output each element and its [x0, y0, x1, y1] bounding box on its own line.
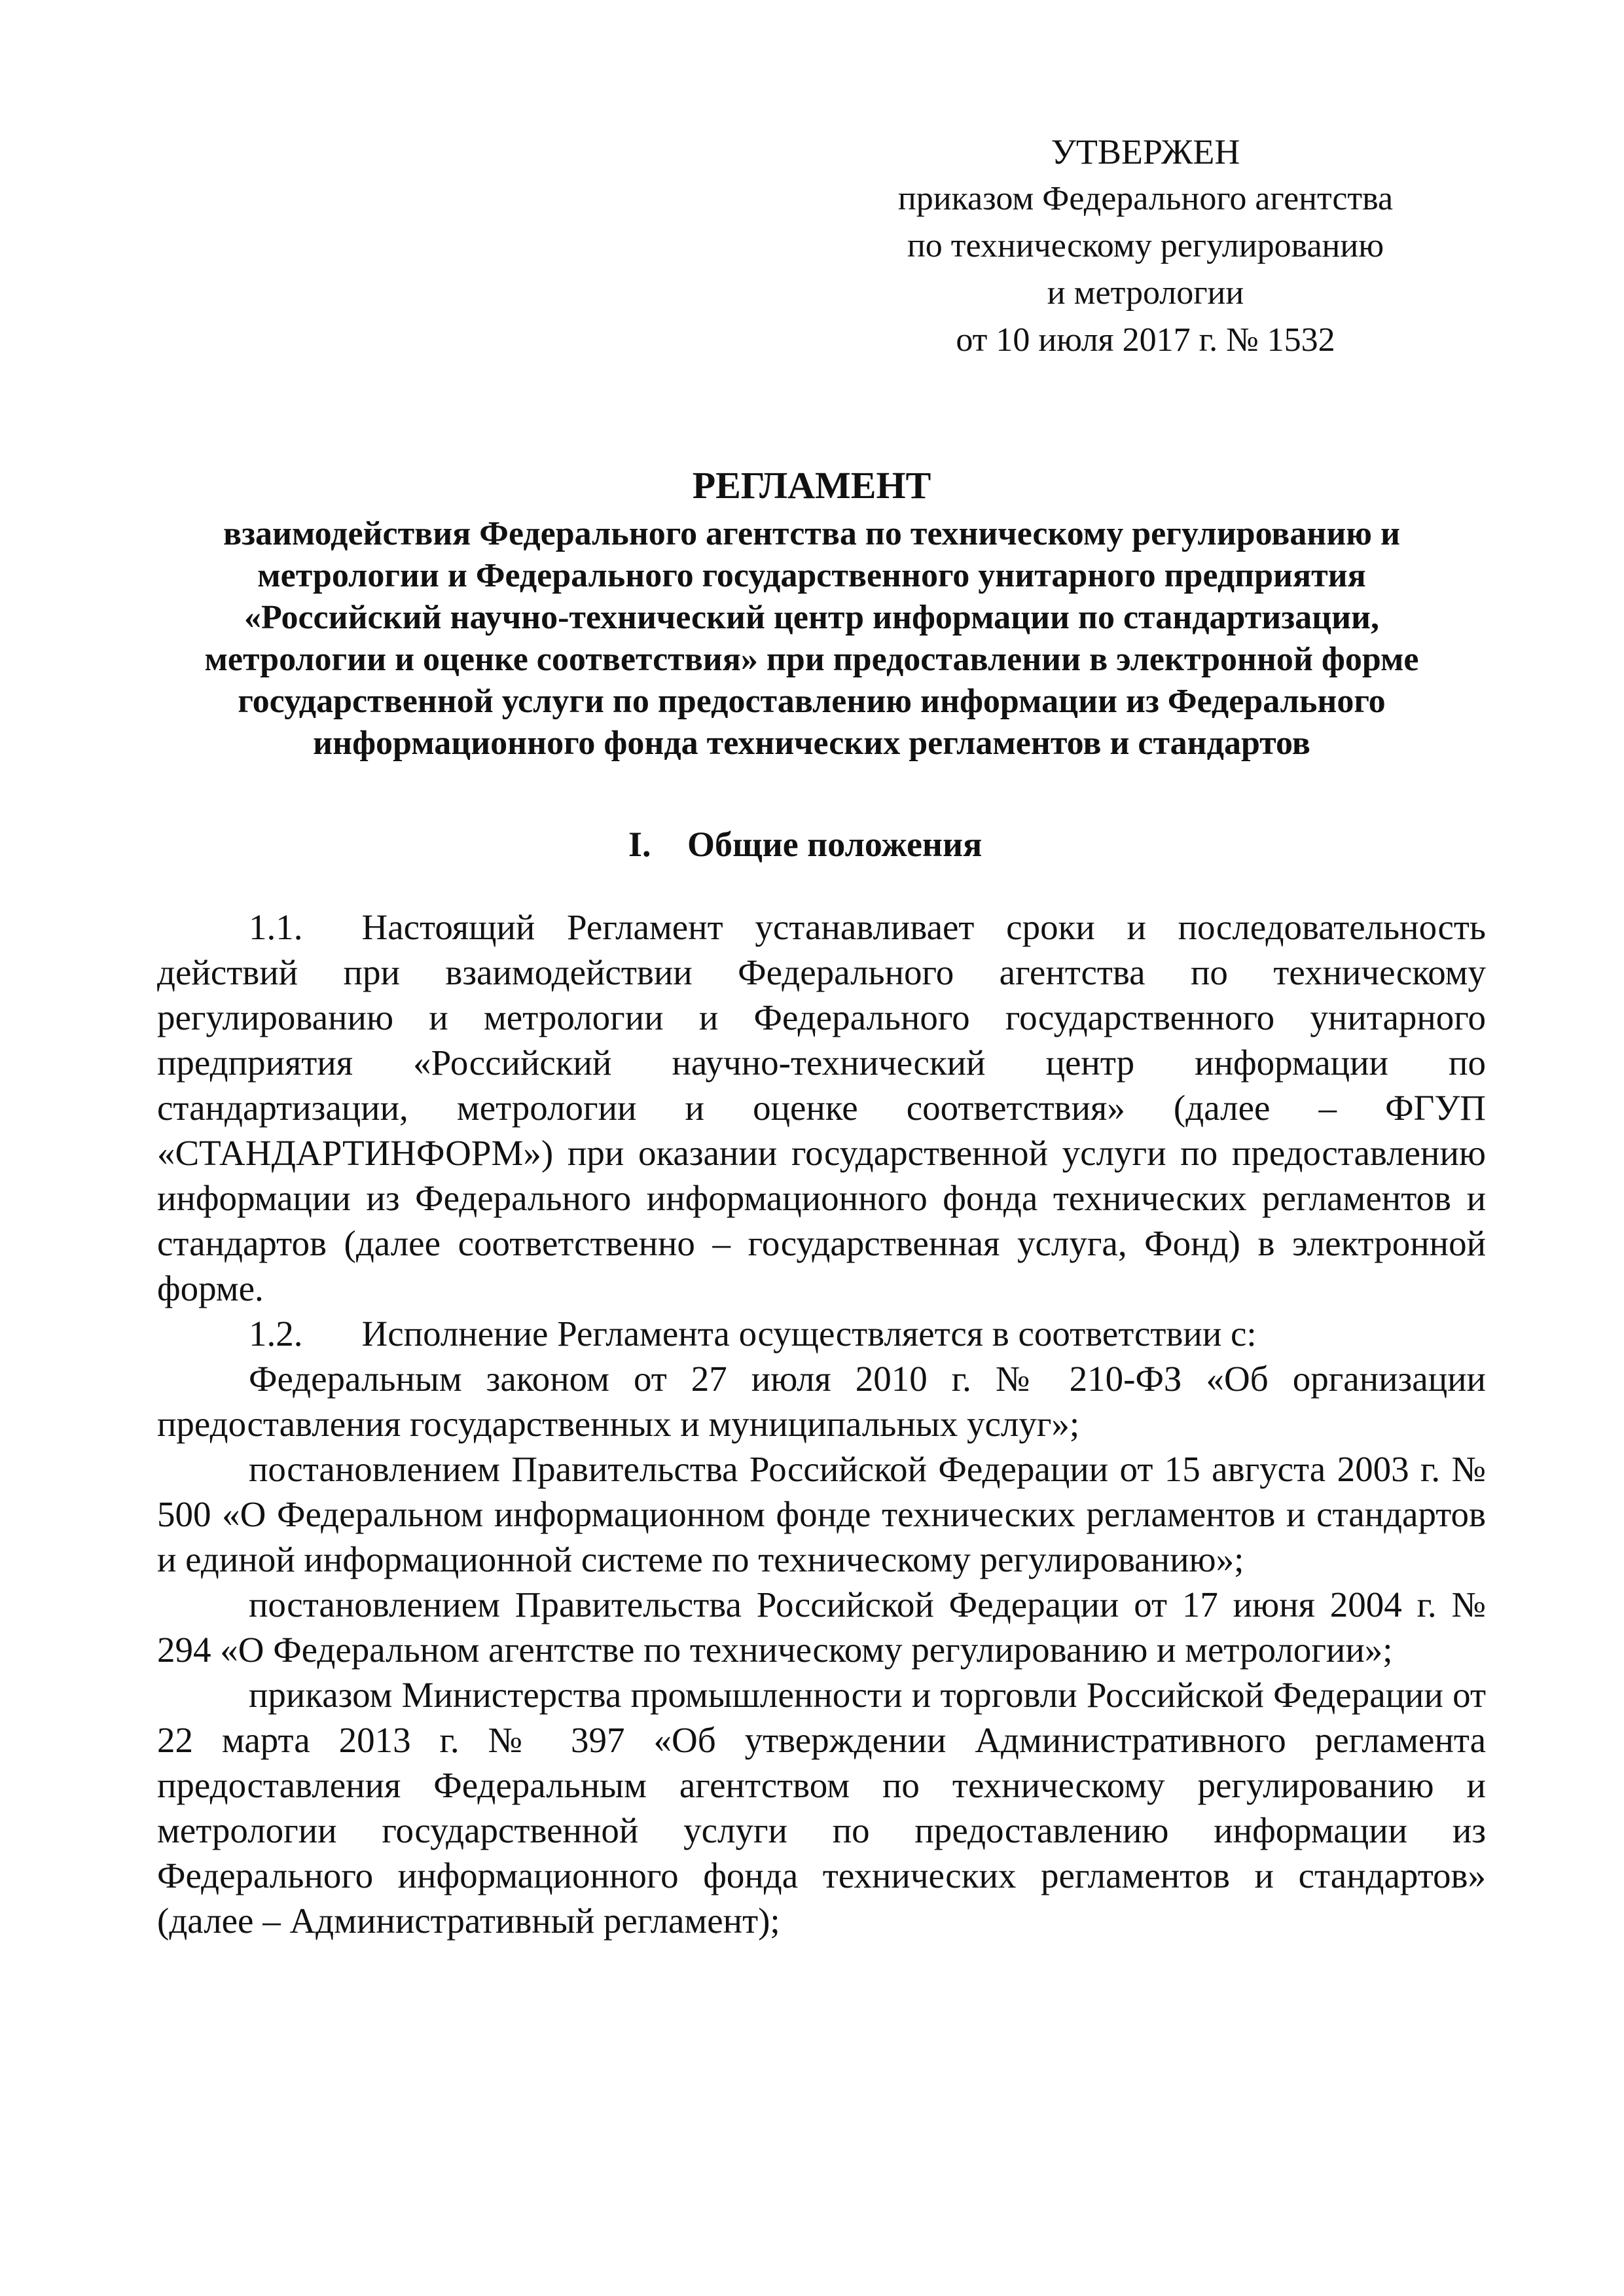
approval-stamp: УТВЕРЖЕН	[1051, 132, 1240, 171]
paragraph-number: 1.2.	[249, 1314, 303, 1354]
approval-line: приказом Федерального агентства	[897, 180, 1394, 217]
document-header	[111, 458, 1512, 764]
law-reference-500: постановлением Правительства Российской Федерации от 15 августа 2003 г. № 500 «О Федеральном информационном фонде технических регламентов и стандартов и единой информационной системе по техническому регулированию»;	[157, 1449, 1486, 1579]
approval-date-number: от 10 июля 2017 г. № 1532	[956, 321, 1335, 359]
paragraph-text: Исполнение Регламента осуществляется в соответствии с:	[361, 1314, 1257, 1354]
approval-block	[812, 128, 1479, 364]
document-subtitle: взаимодействия Федерального агентства по техническому регулированию и метрологии и Федерального государственного унитарного предприятия «Российский научно-технический центр информации по стандартизации, метрологии и оценке соответствия» при предоставлении в электронной форме государственной услуги по предоставлению информации из Федерального информационного фонда технических регламентов и стандартов	[204, 515, 1419, 762]
law-reference-397: приказом Министерства промышленности и торговли Российской Федерации от 22 марта 2013 г. № 397 «Об утверждении Административного регламента предоставления Федеральным агентством по техническому регулированию и метрологии государственной услуги по предоставлению информации из Федерального информационного фонда технических регламентов и стандартов» (далее – Административный регламент);	[157, 1675, 1486, 1941]
document-title: РЕГЛАМЕНТ	[692, 464, 931, 507]
document-body	[157, 905, 1486, 1943]
approval-line: по техническому регулированию	[907, 227, 1384, 264]
paragraph-1-2	[157, 1311, 1486, 1356]
section-number: I.	[628, 825, 651, 864]
paragraph-text: Настоящий Регламент устанавливает сроки и последовательность действий при взаимодействии Федерального агентства по техническому регулированию и метрологии и Федерального государственного унитарного предприятия «Российский научно-технический центр информации по стандартизации, метрологии и оценке соответствия» (далее – ФГУП «СТАНДАРТИНФОРМ») при оказании государственной услуги по предоставлению информации из Федерального информационного фонда технических регламентов и стандартов (далее соответственно – государственная услуга, Фонд) в электронной форме.	[157, 907, 1486, 1308]
paragraph-1-1	[157, 905, 1486, 1311]
paragraph-number: 1.1.	[249, 907, 303, 947]
section-title: Общие положения	[687, 825, 983, 864]
law-reference-294: постановлением Правительства Российской Федерации от 17 июня 2004 г. № 294 «О Федеральном агентстве по техническому регулированию и метрологии»;	[157, 1585, 1486, 1670]
law-reference-210fz: Федеральным законом от 27 июля 2010 г. № 210-ФЗ «Об организации предоставления государственных и муниципальных услуг»;	[157, 1359, 1486, 1444]
approval-line: и метрологии	[1047, 274, 1244, 312]
